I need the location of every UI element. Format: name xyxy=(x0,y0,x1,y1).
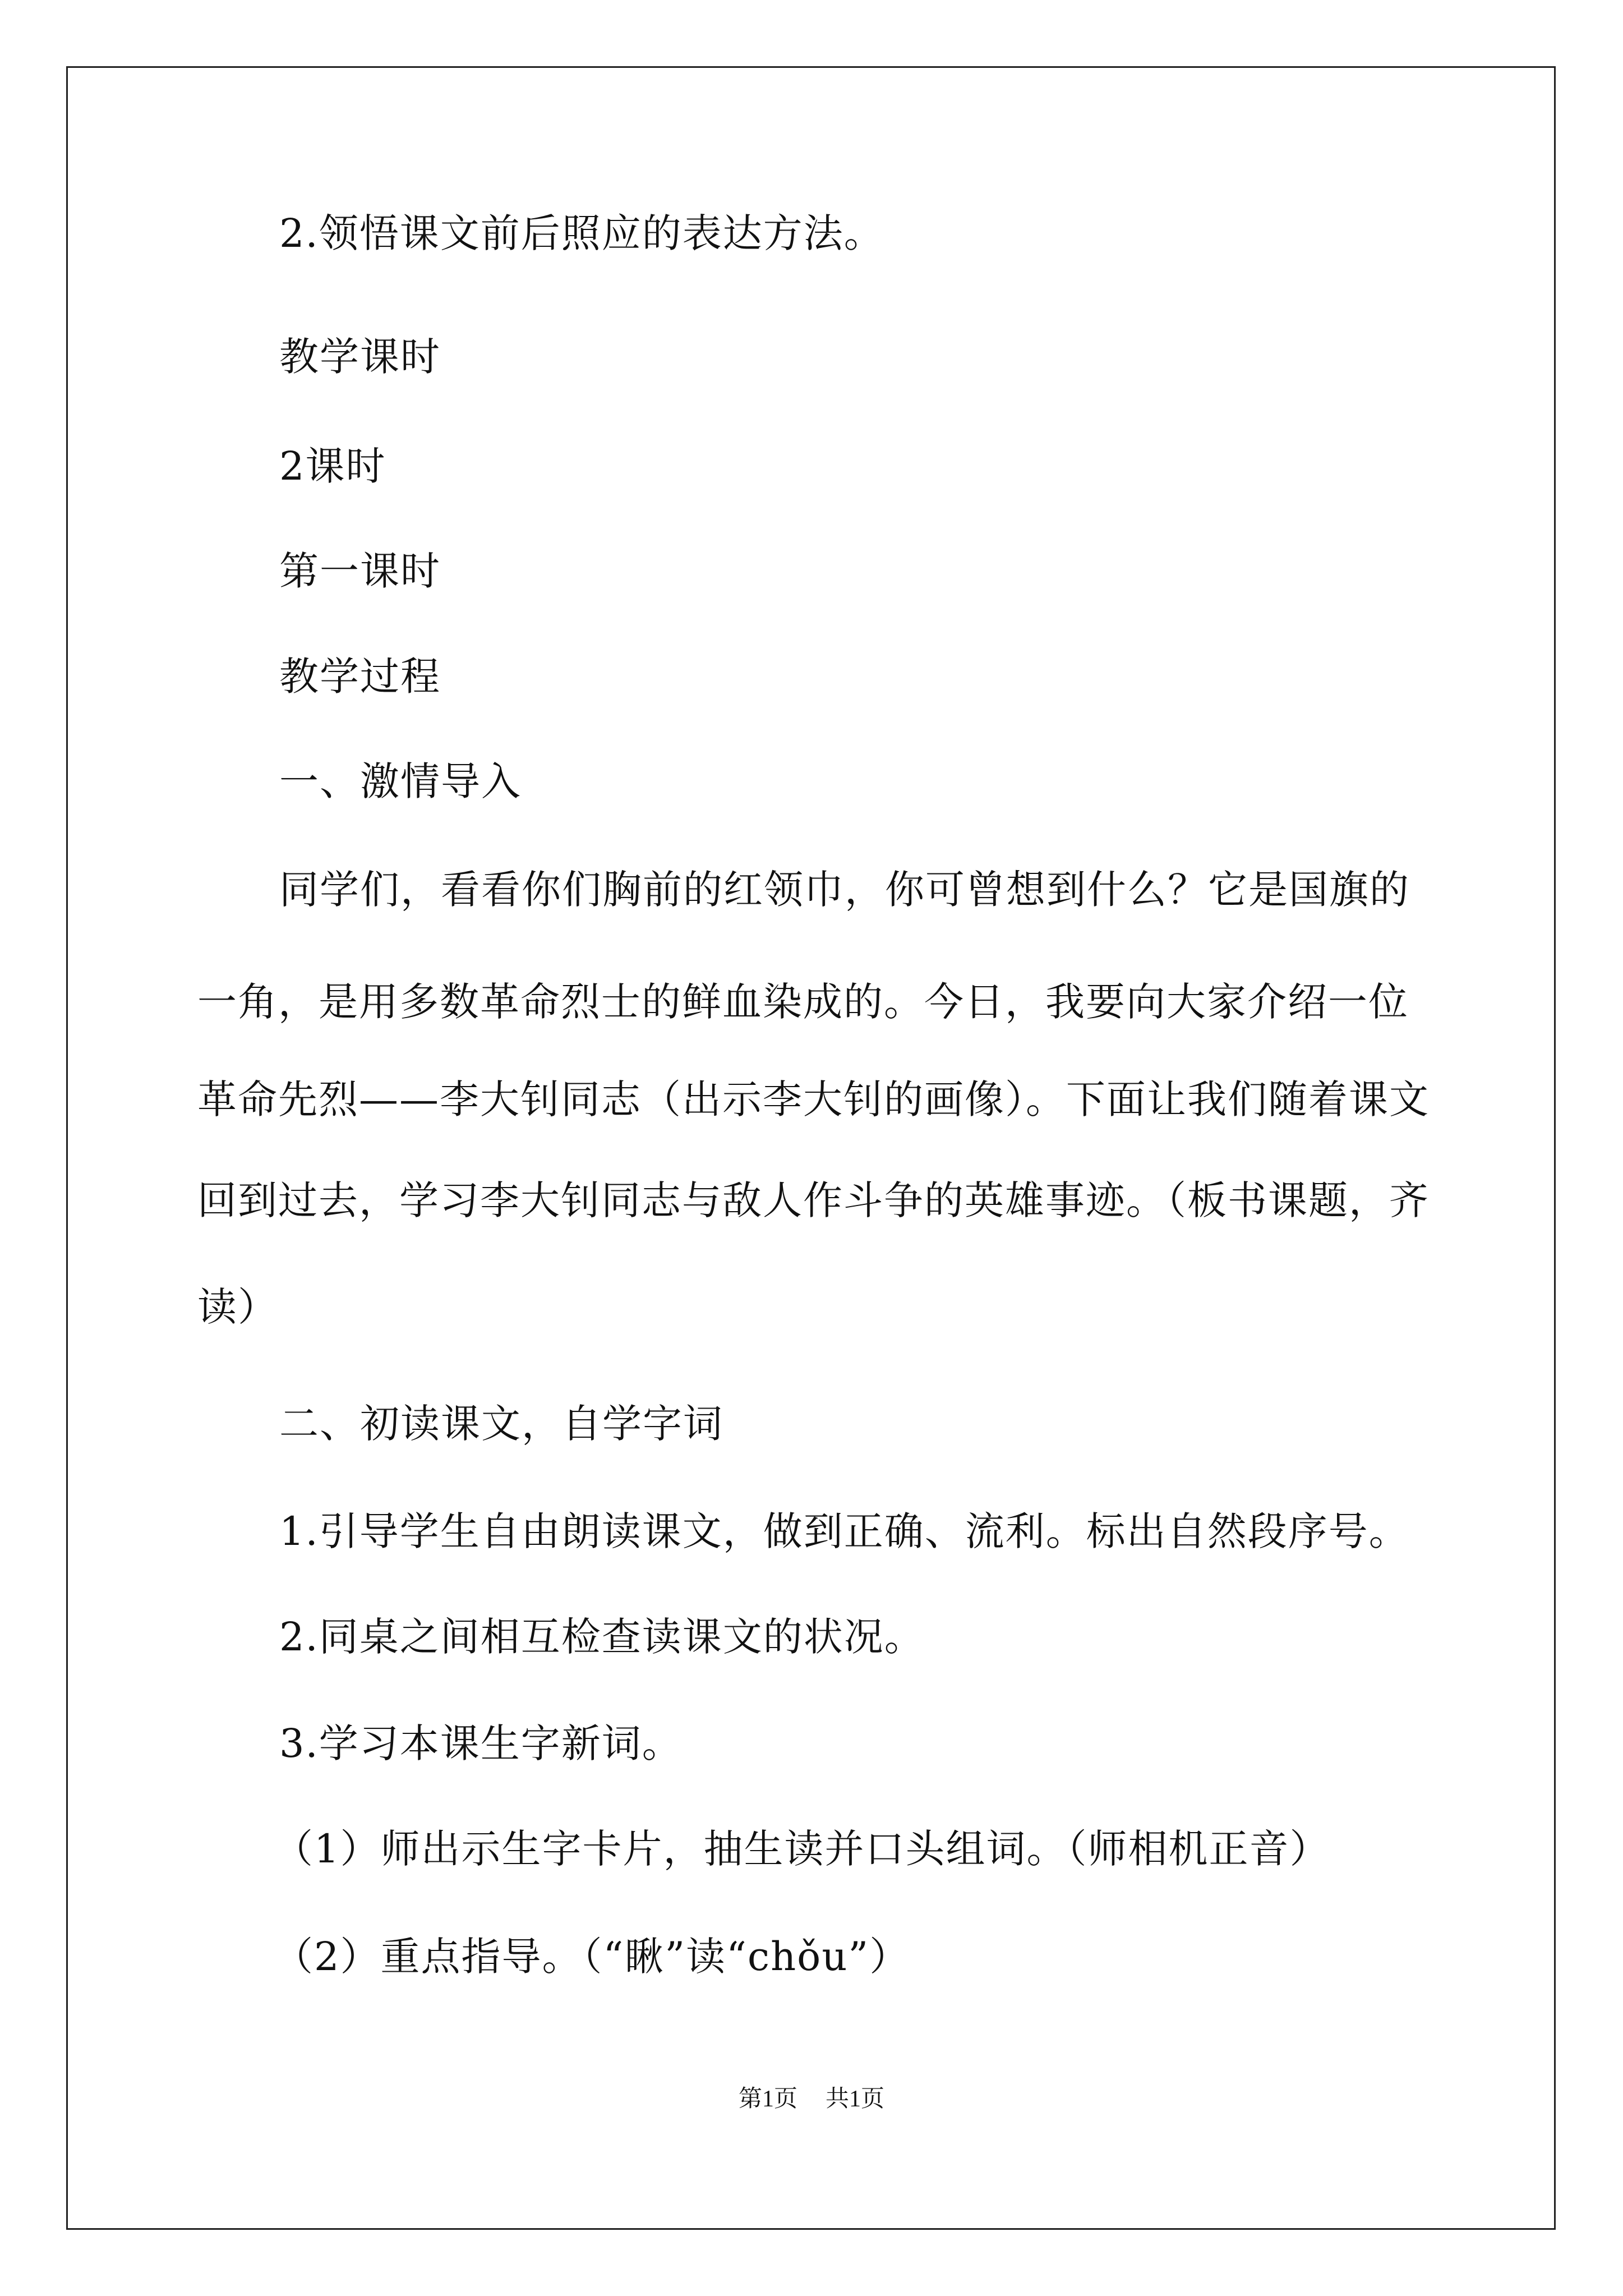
substep-1: （1）师出示生字卡片，抽生读并口头组词。（师相机正音） xyxy=(274,1826,1330,1872)
page-border xyxy=(66,66,1556,2230)
page-footer xyxy=(0,2082,1623,2116)
section-1-heading: 一、激情导入 xyxy=(279,758,522,804)
paragraph-intro-line-4: 回到过去，学习李大钊同志与敌人作斗争的英雄事迹。（板书课题，齐 xyxy=(197,1177,1430,1223)
paragraph-intro-line-3: 革命先烈——李大钊同志（出示李大钊的画像）。下面让我们随着课文 xyxy=(197,1076,1430,1122)
step-2: 2.同桌之间相互检查读课文的状况。 xyxy=(279,1614,925,1660)
heading-first-lesson: 第一课时 xyxy=(279,548,441,594)
page-total: 共1页 xyxy=(826,2086,885,2112)
step-1: 1.引导学生自由朗读课文，做到正确、流利。标出自然段序号。 xyxy=(279,1508,1409,1554)
heading-teaching-hours: 教学课时 xyxy=(279,334,441,380)
page-number: 第1页 xyxy=(738,2086,797,2112)
section-2-heading: 二、初读课文，自学字词 xyxy=(279,1401,723,1447)
substep-2: （2）重点指导。（“瞅”读“chǒu”） xyxy=(274,1934,910,1980)
step-3: 3.学习本课生字新词。 xyxy=(279,1720,683,1766)
paragraph-intro-line-2: 一角，是用多数革命烈士的鲜血染成的。今日，我要向大家介绍一位 xyxy=(197,979,1409,1025)
heading-teaching-process: 教学过程 xyxy=(279,654,441,700)
paragraph-intro-line-1: 同学们，看看你们胸前的红领巾，你可曾想到什么？它是国旗的 xyxy=(279,867,1410,913)
objective-2: 2.领悟课文前后照应的表达方法。 xyxy=(279,210,884,256)
teaching-hours-value: 2课时 xyxy=(279,443,386,489)
paragraph-intro-line-5: 读） xyxy=(197,1284,278,1330)
